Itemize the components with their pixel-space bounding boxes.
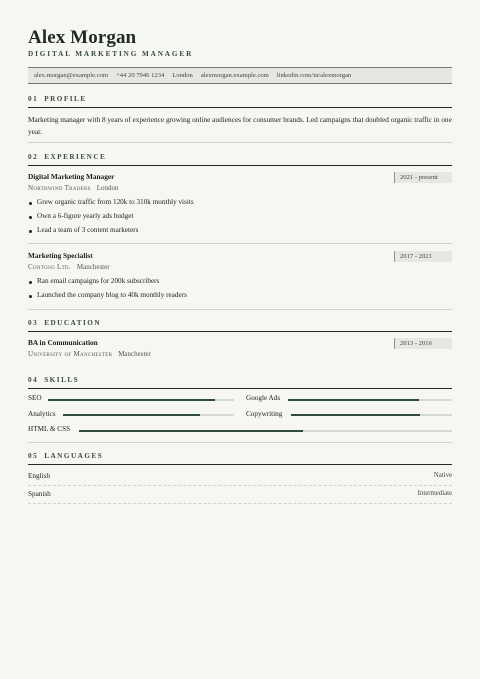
skill-name: HTML & CSS: [28, 425, 71, 433]
divider: [28, 309, 452, 310]
language-level: Native: [433, 472, 452, 479]
job-company-line: [28, 263, 110, 271]
section-label: SKILLS: [44, 376, 80, 384]
language-name: English: [28, 472, 50, 480]
job-bullet: Grew organic traffic from 120k to 310k monthly visits: [28, 198, 194, 206]
education-dates: 2013 - 2016: [394, 338, 452, 349]
job-dates: 2021 - present: [394, 172, 452, 183]
divider: [28, 485, 452, 486]
contact-website[interactable]: alexmorgan.example.com: [200, 72, 269, 79]
job-dates: 2017 - 2021: [394, 251, 452, 262]
section-title-profile: [28, 95, 452, 108]
contact-city: London: [172, 72, 193, 79]
section-label: EDUCATION: [44, 319, 102, 327]
section-title-languages: [28, 452, 452, 465]
skill-name: Analytics: [28, 410, 56, 418]
job-company: Contoso Ltd.: [28, 263, 71, 271]
skill-bar: [63, 414, 234, 416]
section-label: LANGUAGES: [44, 452, 104, 460]
skill-name: SEO: [28, 394, 42, 402]
job-bullet: Own a 6-figure yearly ads budget: [28, 212, 133, 220]
language-level: Intermediate: [417, 490, 452, 497]
candidate-name: Alex Morgan: [28, 27, 137, 48]
job-company: Northwind Traders: [28, 184, 91, 192]
skill-bar-fill: [79, 430, 303, 432]
skill-bar-fill: [63, 414, 200, 416]
section-number: 04: [28, 376, 39, 384]
language-row: [28, 472, 452, 480]
job-location: London: [96, 184, 119, 192]
school-line: [28, 350, 151, 358]
skill-name: Copywriting: [246, 410, 283, 418]
section-title-skills: [28, 376, 452, 389]
skill-bar-fill: [291, 414, 420, 416]
section-number: 05: [28, 452, 39, 460]
skill-name: Google Ads: [246, 394, 281, 402]
job-bullet: Lead a team of 3 content marketers: [28, 226, 138, 234]
skill-bar-fill: [48, 399, 215, 401]
language-row: [28, 490, 452, 498]
contact-email[interactable]: alex.morgan@example.com: [34, 72, 109, 79]
school-location: Manchester: [118, 350, 151, 358]
job-title: Digital Marketing Manager: [28, 172, 115, 181]
section-number: 03: [28, 319, 39, 327]
profile-summary: Marketing manager with 8 years of experience growing online audiences for consumer brands. Led campaigns that doubled organic traffic in one year.: [28, 115, 452, 136]
job-bullet: Launched the company blog to 40k monthly readers: [28, 291, 187, 299]
contact-bar: [28, 67, 452, 84]
job-location: Manchester: [76, 263, 110, 271]
divider: [28, 142, 452, 143]
job-bullet: Ran email campaigns for 200k subscribers: [28, 277, 159, 285]
contact-phone[interactable]: +44 20 7946 1234: [116, 72, 165, 79]
divider: [28, 243, 452, 244]
job-title: Marketing Specialist: [28, 251, 93, 260]
skill-bar: [291, 414, 452, 416]
job-company-line: [28, 184, 118, 192]
section-label: PROFILE: [44, 95, 87, 103]
skill-bar: [48, 399, 234, 401]
skill-bar: [79, 430, 452, 432]
section-number: 01: [28, 95, 39, 103]
school-name: University of Manchester: [28, 350, 113, 358]
section-title-experience: [28, 153, 452, 166]
divider: [28, 442, 452, 443]
contact-linkedin[interactable]: linkedin.com/in/alexmorgan: [276, 72, 352, 79]
divider: [28, 503, 452, 504]
degree-title: BA in Communication: [28, 338, 98, 347]
skill-bar: [288, 399, 452, 401]
section-number: 02: [28, 153, 39, 161]
skill-bar-fill: [288, 399, 419, 401]
section-label: EXPERIENCE: [44, 153, 107, 161]
section-title-education: [28, 319, 452, 332]
candidate-role: DIGITAL MARKETING MANAGER: [28, 50, 194, 58]
language-name: Spanish: [28, 490, 51, 498]
